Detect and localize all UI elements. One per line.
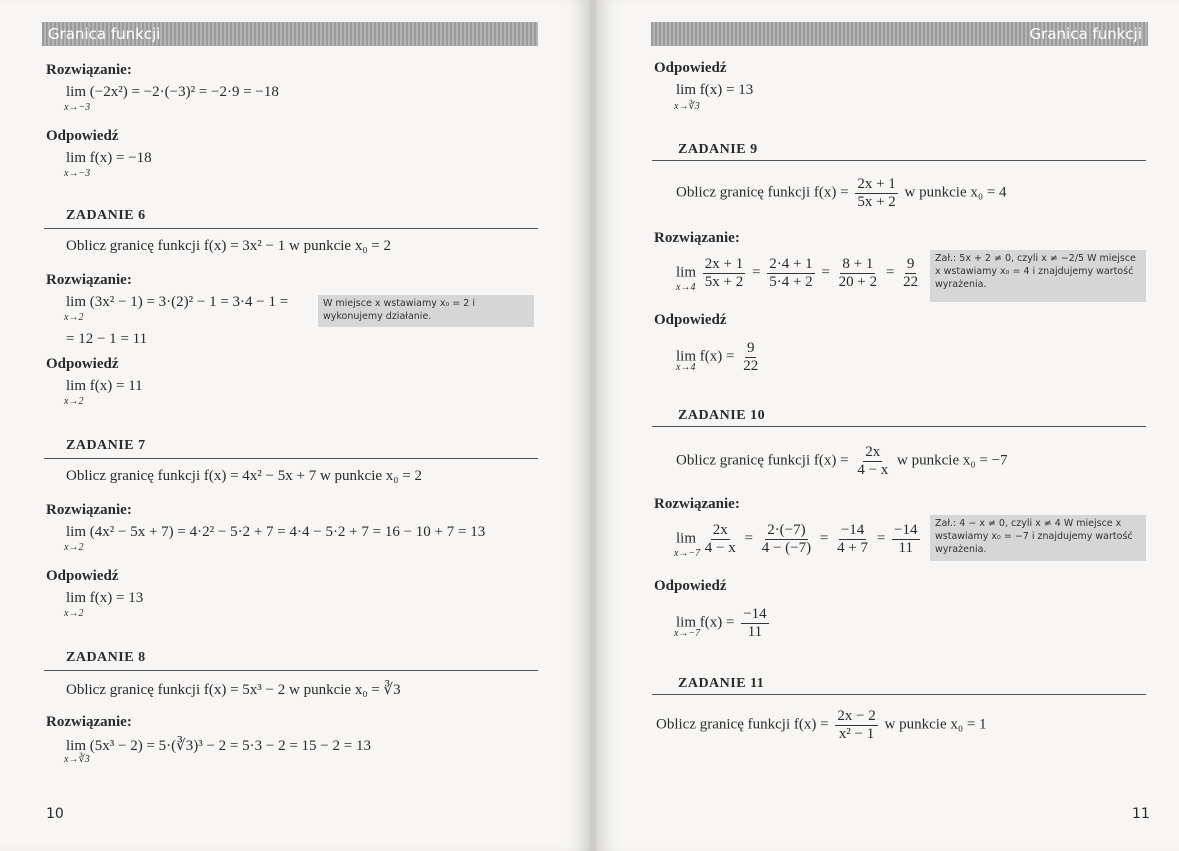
denominator: 5x + 2 [704, 273, 744, 290]
fraction [837, 256, 879, 290]
limit-subscript: x→−7 [674, 548, 701, 559]
fraction [760, 522, 813, 556]
task-statement-8: Oblicz granicę funkcji f(x) = 5x³ − 2 w punkcie x₀ = ∛3 [66, 682, 401, 698]
numerator: 2x [865, 444, 881, 460]
limit-subscript: x→2 [64, 542, 84, 553]
solution-label: Rozwiązanie: [46, 272, 132, 288]
page-number: 11 [1132, 806, 1150, 822]
answer-text: lim f(x) = [676, 348, 735, 365]
numerator: 2x + 1 [704, 256, 744, 272]
task-text: w punkcie x₀ = −7 [897, 452, 1008, 469]
task-title-7: ZADANIE 7 [66, 438, 146, 453]
answer-label: Odpowiedź [46, 128, 119, 144]
hint-note: Zał.: 4 − x ≠ 0, czyli x ≠ 4 W miejsce x wstawiamy x₀ = −7 i znajdujemy wartość wyrażenia. [930, 515, 1146, 561]
numerator: 2·(−7) [767, 522, 806, 538]
denominator: 22 [743, 357, 759, 374]
solution-equation: lim (4x² − 5x + 7) = 4·2² − 5·2 + 7 = 4·4 − 5·2 + 7 = 16 − 10 + 7 = 13 [66, 524, 486, 540]
task-statement-10 [676, 444, 1008, 478]
section-rule [652, 160, 1146, 161]
numerator: 9 [746, 340, 755, 356]
answer-label: Odpowiedź [654, 312, 727, 328]
numerator: 2x + 1 [857, 176, 896, 192]
numerator: 2·4 + 1 [769, 256, 813, 272]
task-title-8: ZADANIE 8 [66, 650, 146, 665]
denominator: 5x + 2 [857, 193, 896, 210]
left-header-bar: Granica funkcji [42, 22, 538, 46]
answer-label: Odpowiedź [654, 578, 727, 594]
solution-equation: lim (−2x²) = −2·(−3)² = −2·9 = −18 [66, 84, 279, 100]
limit-subscript: x→4 [676, 282, 696, 293]
section-rule [44, 670, 538, 671]
answer-equation: lim f(x) = 13 [66, 590, 144, 606]
numerator: −14 [743, 606, 767, 622]
task-statement-6: Oblicz granicę funkcji f(x) = 3x² − 1 w punkcie x₀ = 2 [66, 238, 392, 254]
limit-subscript: x→−3 [64, 168, 91, 179]
solution-equation: = 12 − 1 = 11 [66, 331, 148, 347]
denominator: 11 [898, 539, 913, 556]
task-text: w punkcie x₀ = 1 [884, 716, 987, 733]
task-statement-11 [656, 708, 987, 742]
fraction [741, 340, 760, 374]
task-statement-9 [676, 176, 1007, 210]
denominator: 4 − (−7) [761, 539, 812, 556]
numerator: 2x − 2 [837, 708, 876, 724]
task-title-10: ZADANIE 10 [678, 408, 766, 423]
solution-label: Rozwiązanie: [654, 496, 740, 512]
denominator: 4 + 7 [837, 539, 869, 556]
answer-label: Odpowiedź [46, 356, 119, 372]
numerator: 8 + 1 [842, 256, 874, 272]
denominator: 4 − x [704, 539, 736, 556]
denominator: 5·4 + 2 [769, 273, 813, 290]
lim-word: lim [676, 264, 697, 281]
task-statement-7: Oblicz granicę funkcji f(x) = 4x² − 5x + 7 w punkcie x₀ = 2 [66, 468, 422, 484]
denominator: 11 [747, 623, 763, 640]
fraction [901, 256, 920, 290]
hint-note: Zał.: 5x + 2 ≠ 0, czyli x ≠ −2/5 W miejsce x wstawiamy x₀ = 4 i znajdujemy wartość wyrażenia. [930, 250, 1146, 302]
task-text: w punkcie x₀ = 4 [904, 184, 1007, 201]
right-page [596, 0, 1179, 851]
page-number: 10 [46, 806, 64, 822]
section-rule [44, 458, 538, 459]
solution-equation: lim $\frac{2x}{4 - x}$ = $\frac{2\cdot(-7)}{4 - (-7)}$ = $\frac{-14}{4 + 7}$ = $\frac{-14}{11}$ [676, 522, 918, 556]
task-text: Oblicz granicę funkcji f(x) = [676, 184, 849, 201]
numerator: 9 [906, 256, 915, 272]
fraction [703, 256, 745, 290]
fraction [741, 606, 768, 640]
hint-note: W miejsce x wstawiamy x₀ = 2 i wykonujemy działanie. [318, 295, 534, 327]
denominator: 20 + 2 [838, 273, 878, 290]
task-title-11: ZADANIE 11 [678, 676, 765, 691]
section-rule [44, 228, 538, 229]
denominator: 4 − x [857, 461, 889, 478]
answer-text: lim f(x) = [676, 614, 735, 631]
lim-word: lim [676, 530, 697, 547]
solution-label: Rozwiązanie: [46, 62, 132, 78]
limit-subscript: x→−3 [64, 102, 91, 113]
solution-equation: lim (3x² − 1) = 3·(2)² − 1 = 3·4 − 1 = [66, 294, 289, 310]
section-rule [652, 426, 1146, 427]
fraction [892, 522, 919, 556]
task-text: Oblicz granicę funkcji f(x) = [676, 452, 849, 469]
solution-label: Rozwiązanie: [46, 714, 132, 730]
task-title-9: ZADANIE 9 [678, 142, 758, 157]
answer-equation: lim f(x) = 11 [66, 378, 143, 394]
limit-subscript: x→4 [676, 362, 696, 373]
fraction [767, 256, 814, 290]
fraction [835, 522, 870, 556]
numerator: 2x [712, 522, 728, 538]
denominator: 22 [903, 273, 919, 290]
limit-subscript: x→2 [64, 608, 84, 619]
fraction [855, 444, 890, 478]
solution-equation: lim $\frac{2x + 1}{5x + 2}$ = $\frac{2\cdot 4 + 1}{5\cdot 4 + 2}$ = $\frac{8 + 1}{20 + 2}$ = $\frac{9}{22}$ [676, 256, 919, 290]
fraction [835, 708, 877, 742]
limit-subscript: x→−7 [674, 628, 701, 639]
solution-label: Rozwiązanie: [46, 502, 132, 518]
answer-label: Odpowiedź [46, 568, 119, 584]
solution-label: Rozwiązanie: [654, 230, 740, 246]
solution-equation: lim (5x³ − 2) = 5·(∛3)³ − 2 = 5·3 − 2 = 15 − 2 = 13 [66, 738, 371, 754]
denominator: x² − 1 [838, 725, 875, 742]
limit-subscript: x→∛3 [674, 101, 700, 112]
limit-subscript: x→2 [64, 396, 84, 407]
fraction [703, 522, 738, 556]
answer-label: Odpowiedź [654, 60, 727, 76]
answer-equation: lim f(x) = 13 [676, 82, 754, 98]
fraction [855, 176, 897, 210]
task-text: Oblicz granicę funkcji f(x) = [656, 716, 829, 733]
limit-subscript: x→2 [64, 312, 84, 323]
task-title-6: ZADANIE 6 [66, 208, 146, 223]
right-header-bar: Granica funkcji [651, 22, 1148, 46]
limit-subscript: x→∛3 [64, 754, 90, 765]
section-rule [652, 694, 1146, 695]
answer-equation: lim f(x) = −18 [66, 150, 152, 166]
numerator: −14 [894, 522, 918, 538]
numerator: −14 [840, 522, 865, 538]
